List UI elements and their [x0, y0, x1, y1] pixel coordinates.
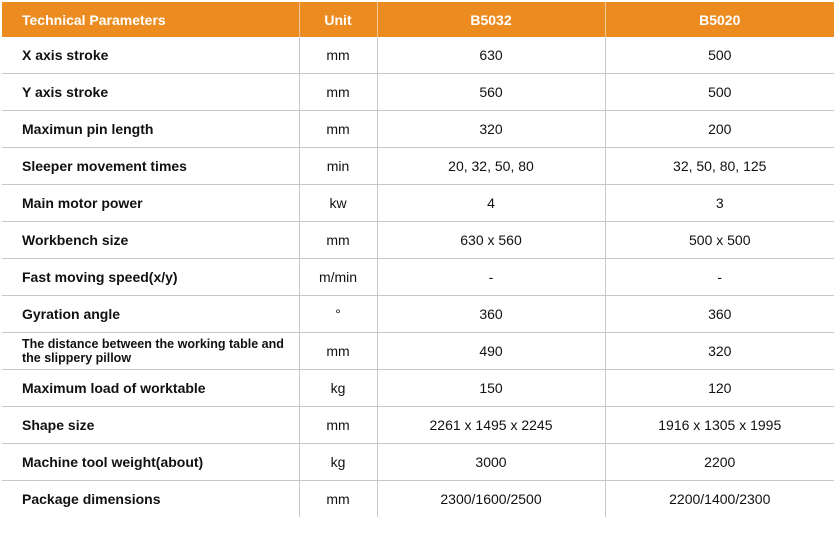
b5020-value: 32, 50, 80, 125: [605, 148, 834, 185]
b5032-value: 2300/1600/2500: [377, 481, 605, 518]
b5020-value: 1916 x 1305 x 1995: [605, 407, 834, 444]
b5020-value: 360: [605, 296, 834, 333]
unit-cell: mm: [299, 481, 377, 518]
unit-cell: kg: [299, 444, 377, 481]
table-row: [2, 333, 834, 370]
table-row: [2, 481, 834, 518]
table-row: [2, 74, 834, 111]
header-technical-parameters: Technical Parameters: [2, 2, 299, 37]
b5020-value: 2200/1400/2300: [669, 491, 771, 507]
b5032-value: 320: [377, 111, 605, 148]
table-row: [2, 407, 834, 444]
unit-cell: mm: [299, 407, 377, 444]
table-row: [2, 444, 834, 481]
unit-cell: mm: [299, 111, 377, 148]
table-row: [2, 222, 834, 259]
unit-cell: kw: [299, 185, 377, 222]
parameter-name: Package dimensions: [2, 481, 299, 518]
b5032-value: 150: [377, 370, 605, 407]
unit-cell: mm: [299, 333, 377, 370]
unit-cell: min: [299, 148, 377, 185]
b5020-value: -: [605, 259, 834, 296]
header-unit: Unit: [299, 2, 377, 37]
b5020-value: 320: [605, 333, 834, 370]
parameter-name: Y axis stroke: [2, 74, 299, 111]
unit-cell: kg: [299, 370, 377, 407]
b5032-value: 2261 x 1495 x 2245: [377, 407, 605, 444]
table-header-row: [2, 2, 834, 37]
b5020-value: 3: [605, 185, 834, 222]
unit-cell: m/min: [299, 259, 377, 296]
b5032-value: -: [377, 259, 605, 296]
b5020-value: 500 x 500: [605, 222, 834, 259]
unit-cell: mm: [299, 222, 377, 259]
b5032-value: 630 x 560: [377, 222, 605, 259]
header-b5020: B5020: [605, 2, 834, 37]
b5032-value: 3000: [377, 444, 605, 481]
parameter-name: Machine tool weight(about): [2, 444, 299, 481]
parameter-name: Maximun pin length: [2, 111, 299, 148]
technical-parameters-table: [2, 2, 834, 517]
b5032-value: 20, 32, 50, 80: [377, 148, 605, 185]
b5020-value: 200: [605, 111, 834, 148]
parameter-name: Workbench size: [2, 222, 299, 259]
parameter-name: Maximum load of worktable: [2, 370, 299, 407]
table-row: [2, 111, 834, 148]
b5032-value: 360: [377, 296, 605, 333]
unit-cell: °: [299, 296, 377, 333]
parameter-name: Fast moving speed(x/y): [2, 259, 299, 296]
parameter-name: Gyration angle: [2, 296, 299, 333]
b5020-value: 500: [605, 74, 834, 111]
unit-cell: mm: [299, 74, 377, 111]
table-row: [2, 370, 834, 407]
b5032-value: 4: [377, 185, 605, 222]
table-row: [2, 148, 834, 185]
table-row: [2, 296, 834, 333]
b5020-value: 120: [605, 370, 834, 407]
unit-cell: mm: [299, 37, 377, 74]
b5032-value: 630: [377, 37, 605, 74]
table-row: [2, 37, 834, 74]
b5032-value: 490: [377, 333, 605, 370]
b5020-value: 2200: [605, 444, 834, 481]
parameter-name: Main motor power: [2, 185, 299, 222]
b5032-value: 560: [377, 74, 605, 111]
header-b5032: B5032: [377, 2, 605, 37]
parameter-name: The distance between the working table and the slippery pillow: [2, 333, 299, 370]
parameter-name: X axis stroke: [2, 37, 299, 74]
b5020-value: 500: [605, 37, 834, 74]
parameter-name: Sleeper movement times: [2, 148, 299, 185]
table-row: [2, 259, 834, 296]
parameter-name: Shape size: [2, 407, 299, 444]
table-row: [2, 185, 834, 222]
